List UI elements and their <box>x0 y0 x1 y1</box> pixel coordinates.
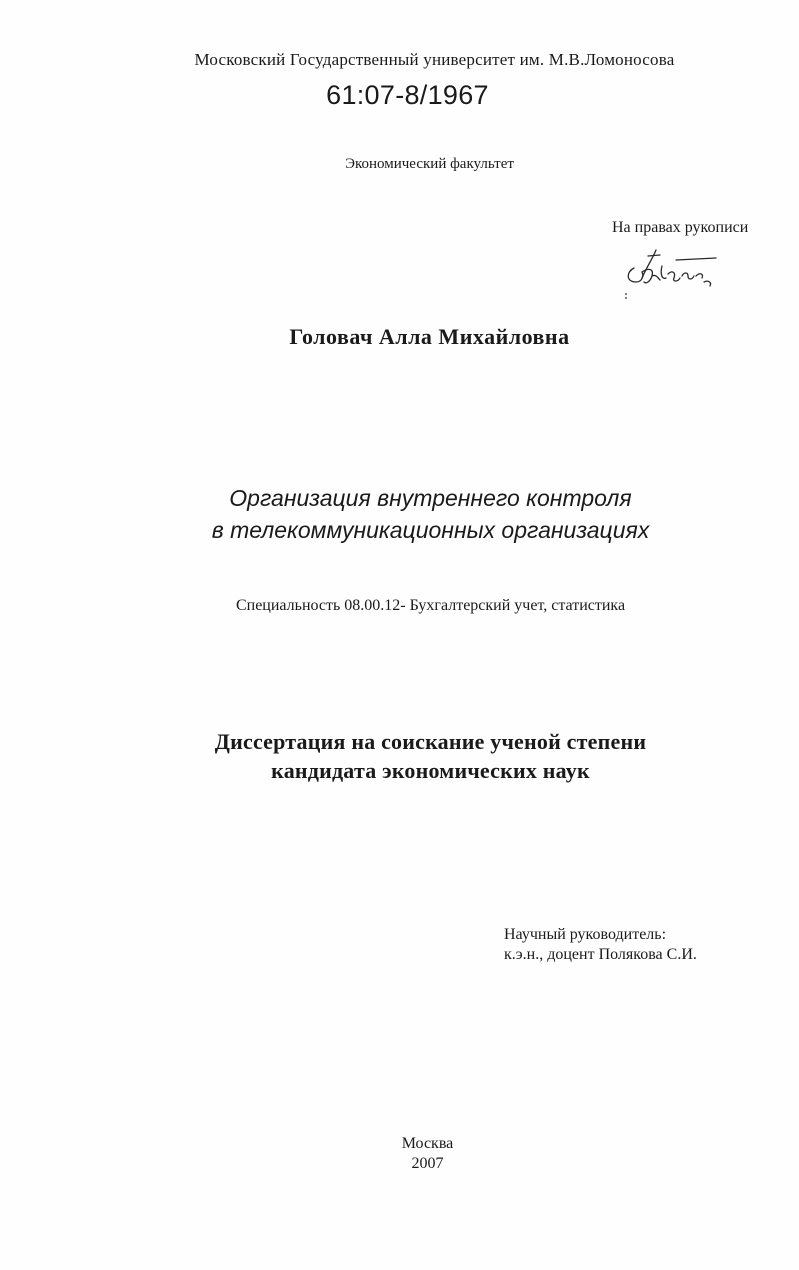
manuscript-note: На правах рукописи <box>612 219 749 236</box>
year: 2007 <box>411 1155 444 1172</box>
dissertation-title-line-2: в телекоммуникационных организациях <box>211 517 650 543</box>
faculty-name: Экономический факультет <box>345 156 514 172</box>
supervisor-label: Научный руководитель: <box>504 926 667 943</box>
degree-line-1: Диссертация на соискание ученой степени <box>214 729 647 754</box>
degree-line-2: кандидата экономических наук <box>271 758 590 783</box>
supervisor-name: к.э.н., доцент Полякова С.И. <box>504 946 697 963</box>
author-name: Головач Алла Михайловна <box>289 324 570 349</box>
specialty: Специальность 08.00.12- Бухгалтерский учет, статистика <box>235 597 626 614</box>
registration-number: 61:07-8/1967 <box>326 80 489 110</box>
dissertation-title-line-1: Организация внутреннего контроля <box>229 485 632 511</box>
university-name: Московский Государственный университет им. М.В.Ломоносова <box>194 50 675 69</box>
city: Москва <box>401 1135 454 1152</box>
handwritten-signature <box>612 238 732 302</box>
